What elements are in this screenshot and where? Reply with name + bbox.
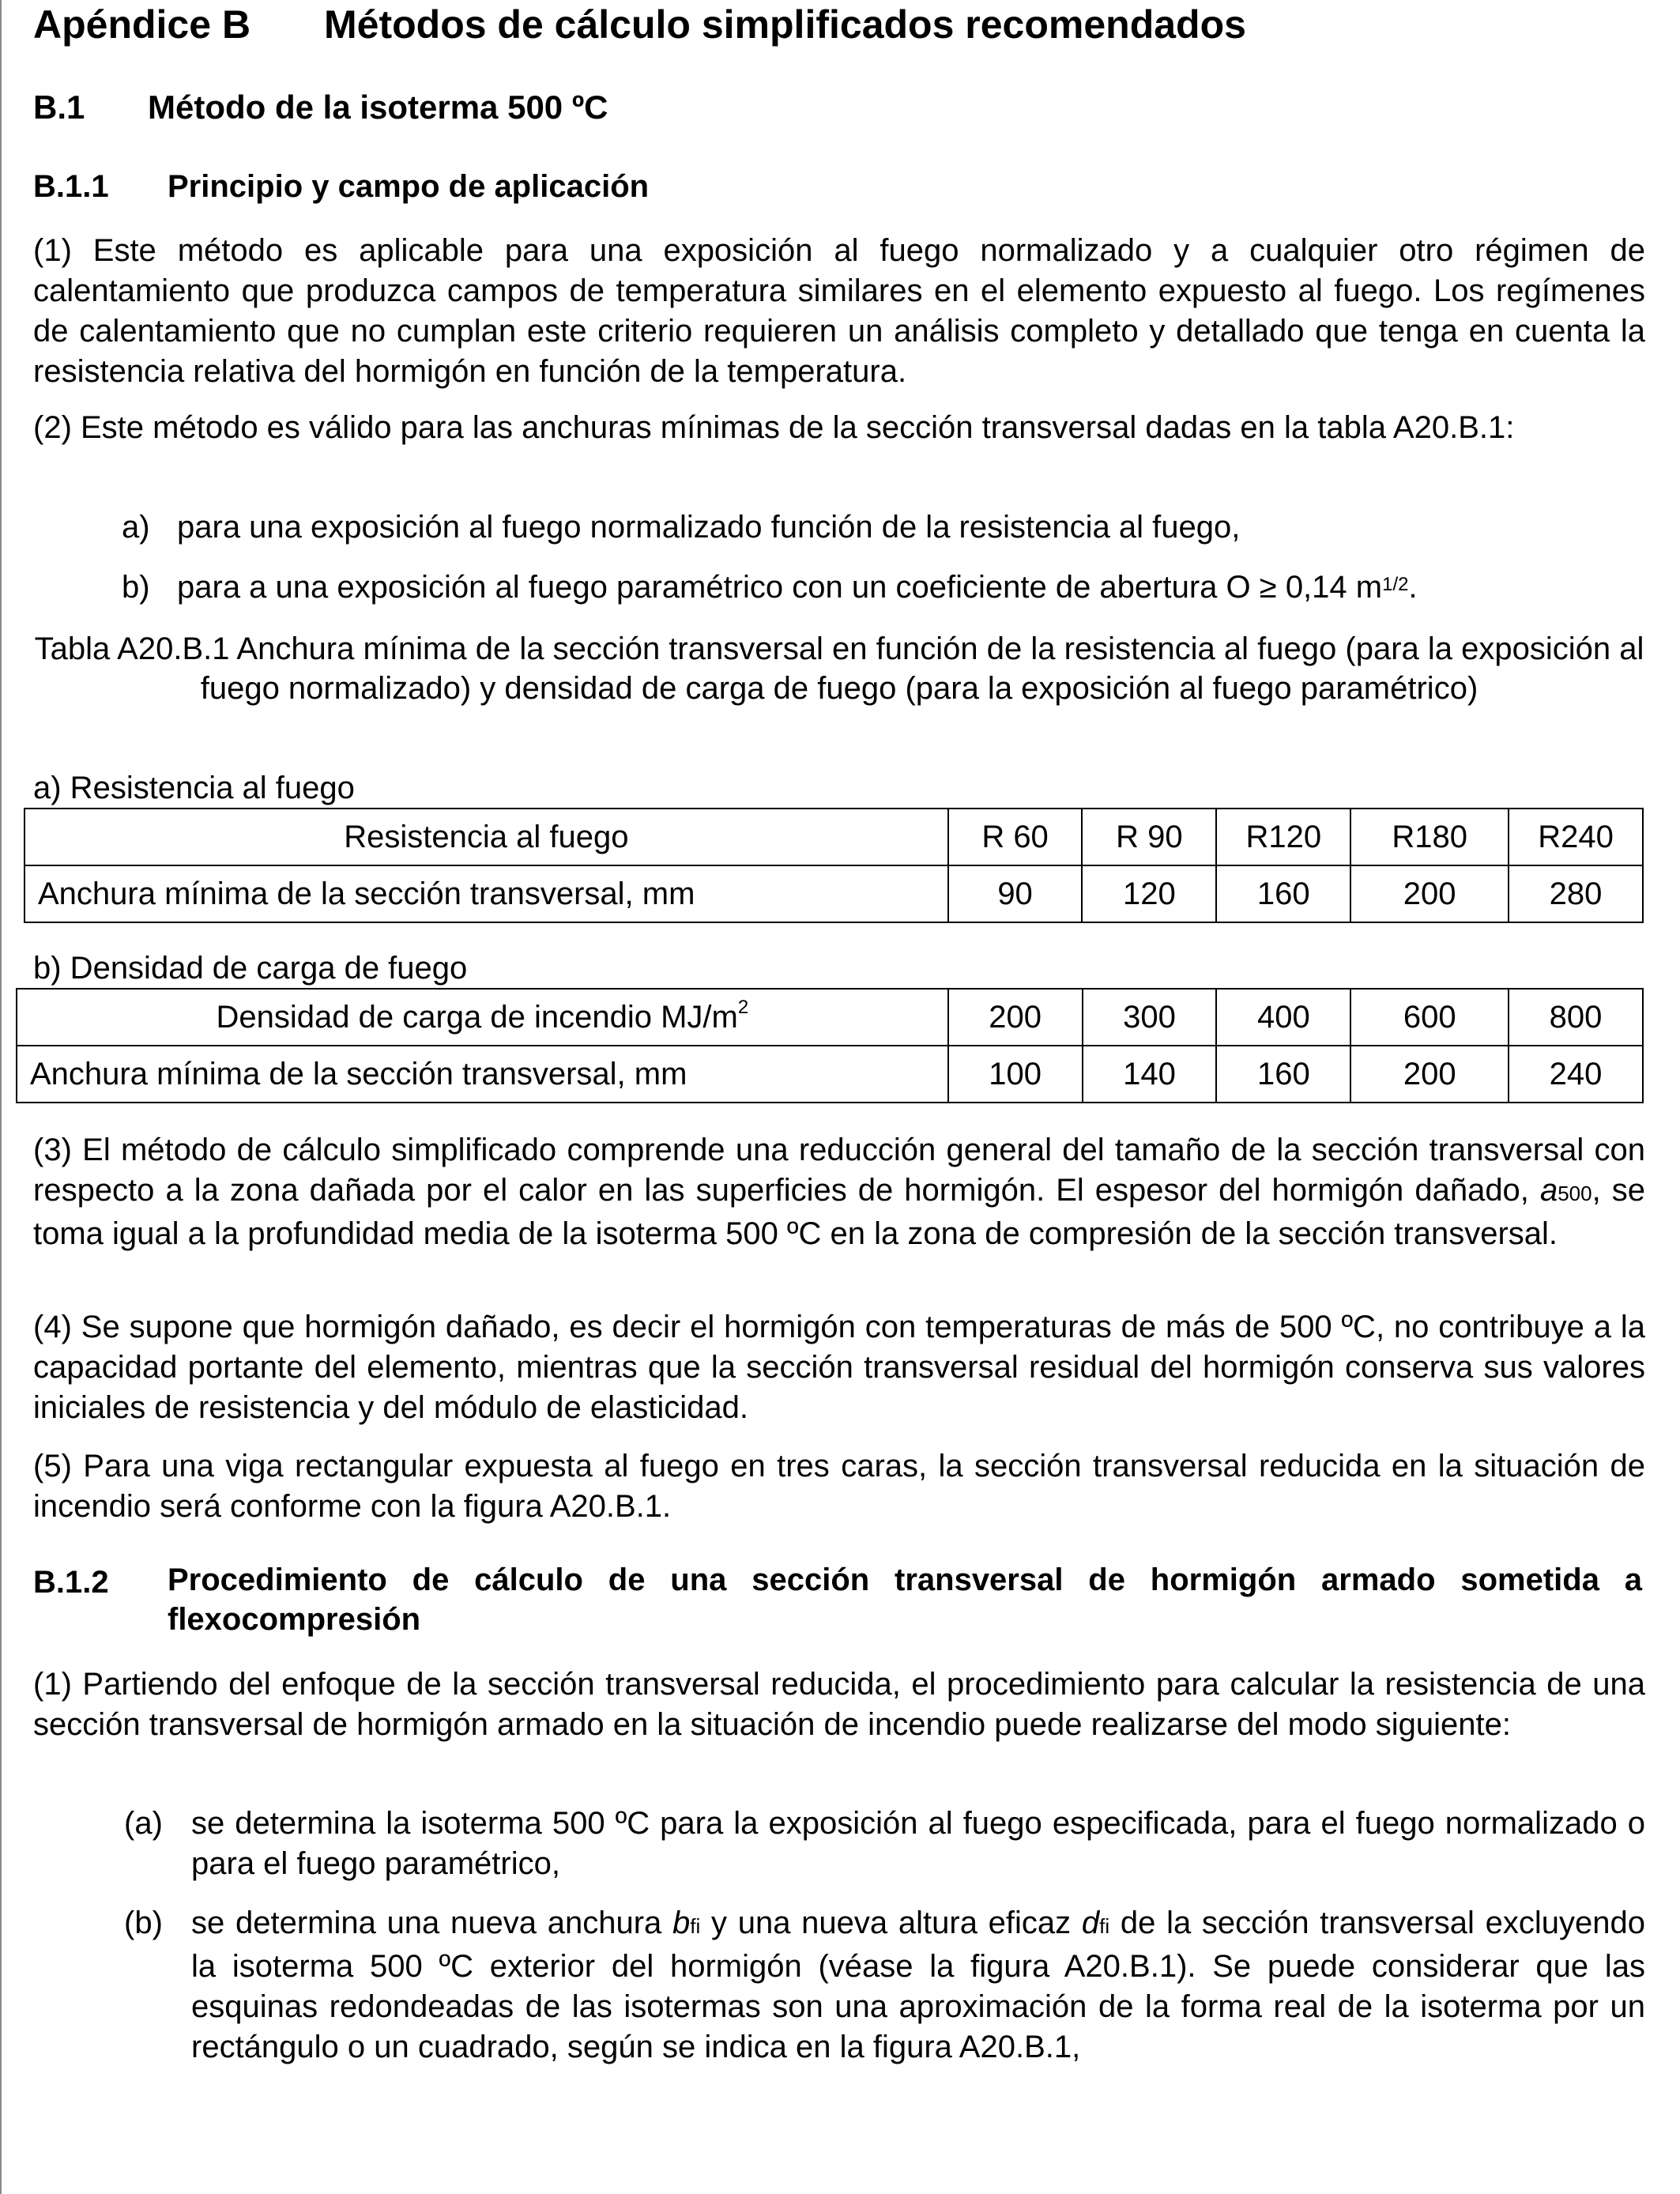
table-cell: 160 [1216, 1046, 1350, 1103]
table-row-label: Anchura mínima de la sección transversal, mm [24, 865, 948, 922]
paragraph-text: , se toma igual a la profundidad media de la isoterma 500 ºC en la zona de compresión de la sección transversal. [33, 1173, 1645, 1251]
table-cell: 240 [1509, 1046, 1643, 1103]
subsection-number: B.1.2 [33, 1565, 109, 1600]
list-item-text: se determina una nueva anchura [191, 1906, 673, 1940]
symbol: b [672, 1906, 691, 1940]
table-cell: R 90 [1082, 809, 1216, 865]
section-number: B.1 [33, 89, 85, 126]
subscript: fi [1099, 1914, 1110, 1938]
list-item-text: de la sección transversal excluyendo la isoterma 500 ºC exterior del hormigón (véase la figura A20.B.1). Se puede considerar que las esquinas redondeadas de las isotermas son una aproximación de la forma real de la isoterma por un rectángulo o un cuadrado, según se indica en la figura A20.B.1, [191, 1906, 1645, 2064]
section-heading [33, 89, 608, 126]
table-b [16, 988, 1644, 1103]
appendix-heading [33, 2, 1246, 47]
list-item [122, 507, 1645, 548]
list-item [124, 1903, 1645, 2068]
table-cell: 120 [1082, 865, 1216, 922]
list-item [122, 567, 1645, 608]
paragraph-b12-1: (1) Partiendo del enfoque de la sección transversal reducida, el procedimiento para calcular la resistencia de una sección transversal de hormigón armado en la situación de incendio puede realizarse del modo siguiente: [33, 1667, 1645, 1742]
subscript: 500 [1558, 1182, 1592, 1205]
table-caption: Tabla A20.B.1 Anchura mínima de la sección transversal en función de la resistencia al fuego (para la exposición al fuego normalizado) y densidad de carga de fuego (para la exposición al fuego paramétrico) [34, 631, 1644, 706]
table-cell: R 60 [948, 809, 1083, 865]
table-cell: 600 [1350, 989, 1509, 1046]
subsection-title: Procedimiento de cálculo de una sección transversal de hormigón armado sometida a flexocompresión [168, 1563, 1642, 1637]
list-marker: (b) [124, 1906, 163, 1940]
table-row-label: Anchura mínima de la sección transversal, mm [17, 1046, 948, 1103]
table-cell: 300 [1083, 989, 1217, 1046]
list-item-end: . [1408, 570, 1418, 605]
table-cell: 200 [1350, 1046, 1509, 1103]
subsection-heading-2 [33, 1565, 1645, 1639]
list-marker: b) [122, 570, 150, 605]
symbol: a [1539, 1173, 1558, 1208]
list-item-text: y una nueva altura eficaz [700, 1906, 1082, 1940]
table-header-label [17, 989, 948, 1046]
table-a-label: a) Resistencia al fuego [33, 771, 355, 805]
subsection-heading-1 [33, 169, 649, 205]
table-cell: 400 [1216, 989, 1350, 1046]
table-cell: 90 [948, 865, 1083, 922]
table-cell: R180 [1350, 809, 1509, 865]
table-cell: 200 [948, 989, 1083, 1046]
paragraph-2: (2) Este método es válido para las anchuras mínimas de la sección transversal dadas en la tabla A20.B.1: [33, 410, 1515, 445]
subsection-number: B.1.1 [33, 169, 109, 204]
list-item-text: para a una exposición al fuego paramétrico con un coeficiente de abertura O ≥ 0,14 m [177, 570, 1383, 605]
list-marker: (a) [124, 1806, 163, 1841]
list-item-text: para una exposición al fuego normalizado función de la resistencia al fuego, [177, 510, 1241, 545]
appendix-number: Apéndice B [33, 2, 251, 47]
paragraph-3 [33, 1130, 1645, 1254]
table-row [24, 865, 1643, 922]
exponent: 2 [737, 996, 749, 1018]
subscript: fi [690, 1914, 701, 1938]
table-row [17, 1046, 1643, 1103]
subsection-title: Principio y campo de aplicación [168, 169, 650, 204]
table-cell: 100 [948, 1046, 1083, 1103]
paragraph-5: (5) Para una viga rectangular expuesta al fuego en tres caras, la sección transversal reducida en la situación de incendio será conforme con la figura A20.B.1. [33, 1449, 1645, 1524]
section-title: Método de la isoterma 500 ºC [148, 89, 608, 126]
list-item-text: se determina la isoterma 500 ºC para la exposición al fuego especificada, para el fuego normalizado o para el fuego paramétrico, [191, 1806, 1645, 1881]
symbol: d [1081, 1906, 1100, 1940]
table-cell: 800 [1509, 989, 1643, 1046]
list-item [124, 1804, 1645, 1884]
table-cell: 280 [1509, 865, 1643, 922]
table-b-label: b) Densidad de carga de fuego [33, 951, 468, 986]
table-a [24, 808, 1644, 923]
paragraph-4: (4) Se supone que hormigón dañado, es decir el hormigón con temperaturas de más de 500 ºC, no contribuye a la capacidad portante del elemento, mientras que la sección transversal residual del hormigón conserva sus valores iniciales de resistencia y del módulo de elasticidad. [33, 1310, 1645, 1425]
table-cell: R240 [1509, 809, 1643, 865]
table-cell: 160 [1216, 865, 1350, 922]
list-marker: a) [122, 510, 150, 545]
table-row [17, 989, 1643, 1046]
appendix-title: Métodos de cálculo simplificados recomendados [324, 2, 1246, 47]
table-cell: 200 [1350, 865, 1509, 922]
table-header-label: Resistencia al fuego [24, 809, 948, 865]
table-row [24, 809, 1643, 865]
table-cell: 140 [1083, 1046, 1217, 1103]
exponent: 1/2 [1382, 574, 1409, 595]
table-cell: R120 [1216, 809, 1350, 865]
paragraph-1: (1) Este método es aplicable para una exposición al fuego normalizado y a cualquier otro régimen de calentamiento que produzca campos de temperatura similares en el elemento expuesto al fuego. Los regímenes de calentamiento que no cumplan este criterio requieren un análisis completo y detallado que tenga en cuenta la resistencia relativa del hormigón en función de la temperatura. [33, 233, 1645, 389]
paragraph-text: (3) El método de cálculo simplificado comprende una reducción general del tamaño de la sección transversal con respecto a la zona dañada por el calor en las superficies de hormigón. El espesor del hormigón dañado, [33, 1133, 1645, 1208]
table-header-text: Densidad de carga de incendio MJ/m [216, 999, 738, 1035]
